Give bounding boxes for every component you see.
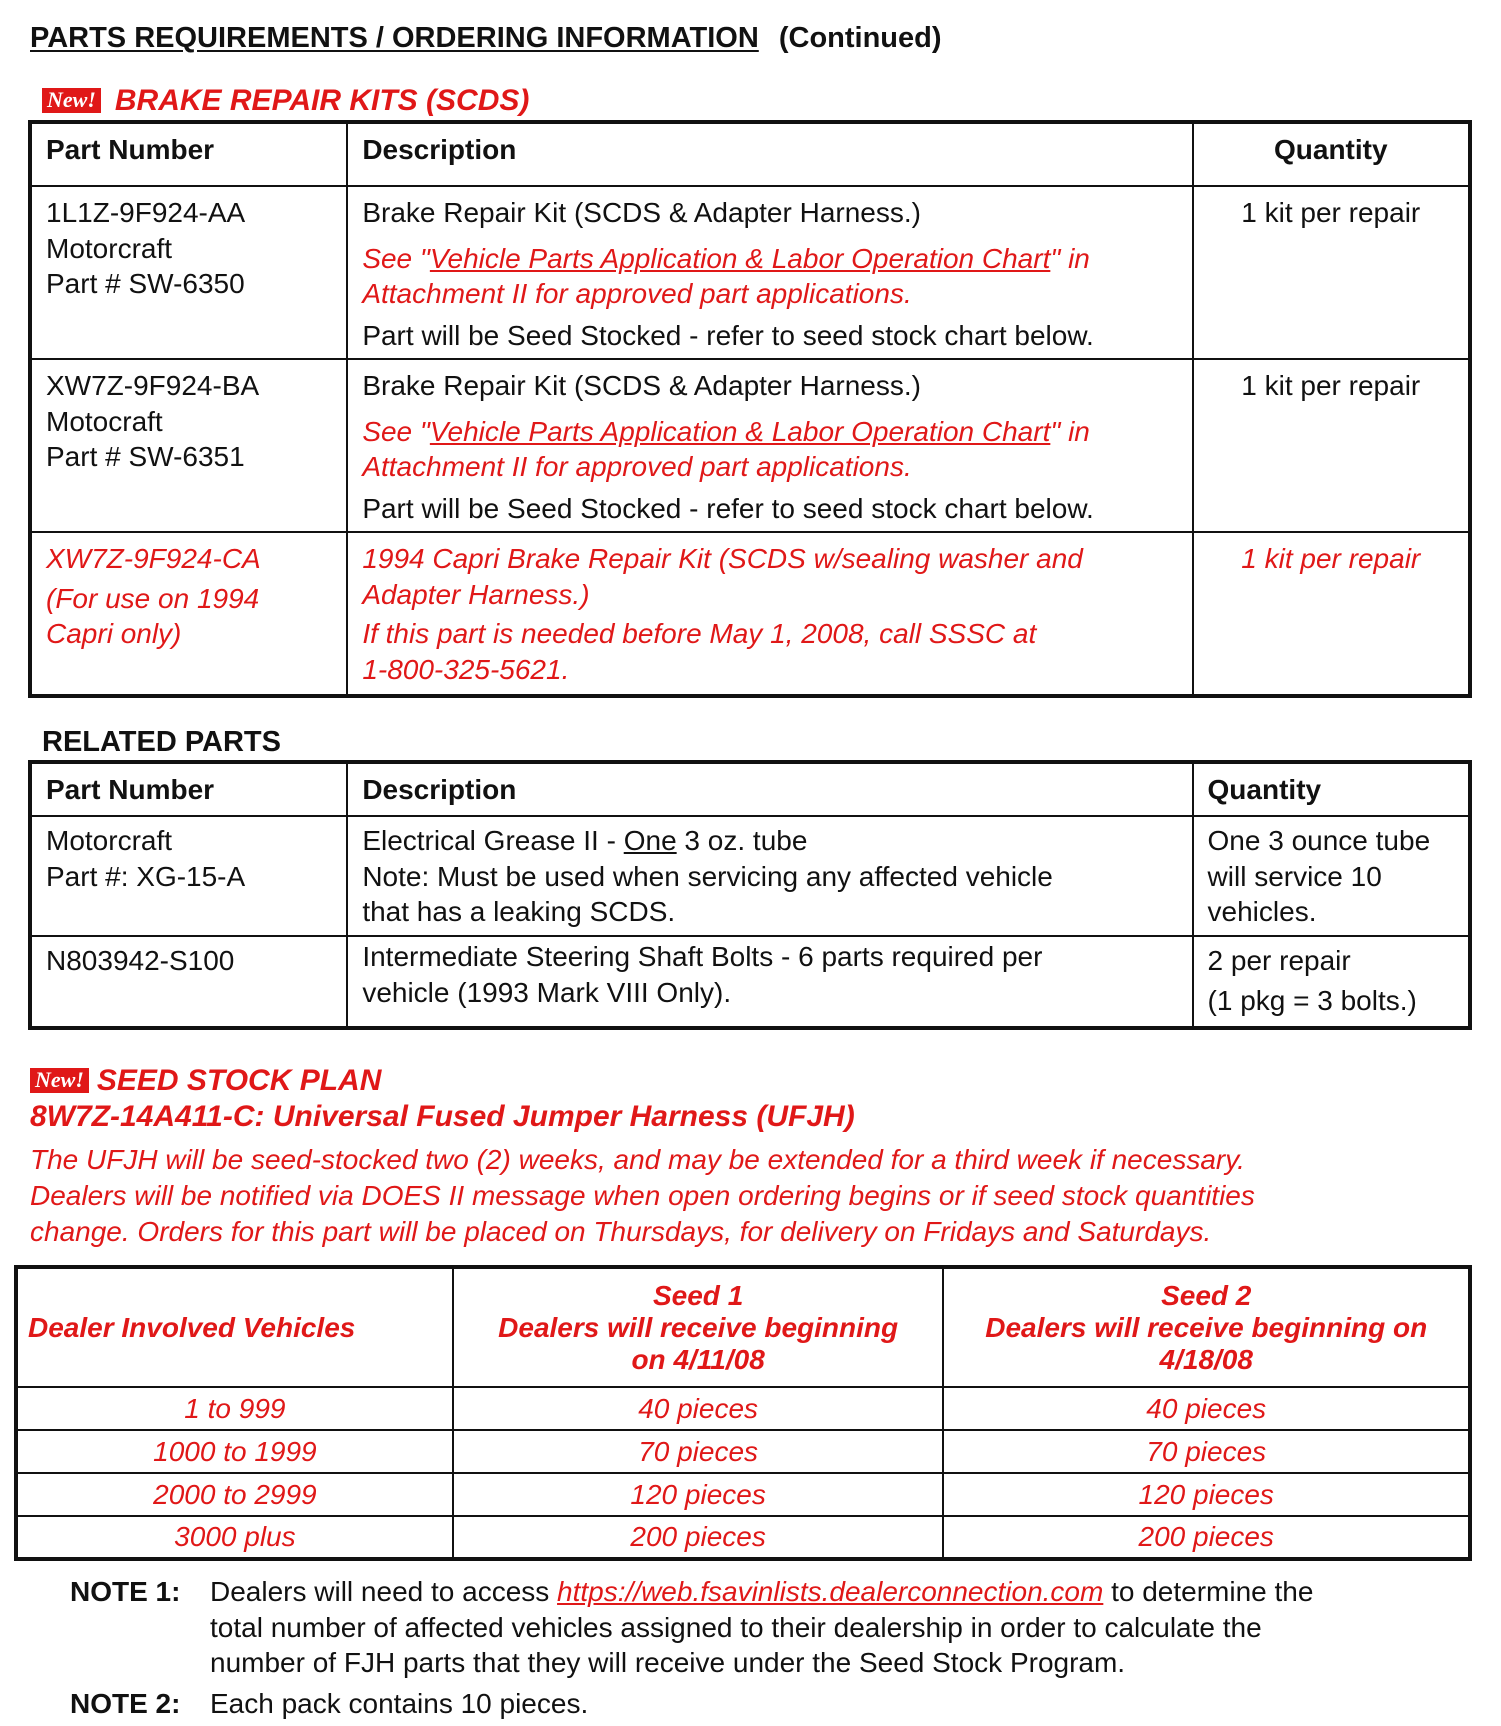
- description-line: Note: Must be used when servicing any affected vehicle: [362, 860, 1053, 892]
- col-header-seed-1: Seed 1 Dealers will receive beginning on 4/11/08: [453, 1267, 944, 1387]
- seed-stock-paragraph: [30, 1142, 1255, 1250]
- seed-2-cell: 40 pieces: [943, 1387, 1470, 1430]
- seed-1-cell: 200 pieces: [453, 1516, 944, 1559]
- dealerconnection-link[interactable]: https://web.fsavinlists.dealerconnection.com: [557, 1576, 1104, 1607]
- description-text: Brake Repair Kit (SCDS & Adapter Harness.): [362, 197, 921, 228]
- see-suffix: " in: [1050, 242, 1090, 274]
- brake-kits-title: [42, 84, 529, 118]
- part-line: Part #: XG-15-A: [46, 860, 246, 892]
- seed-1-cell: 40 pieces: [453, 1387, 944, 1430]
- part-line: Part # SW-6351: [46, 441, 245, 473]
- new-badge: New!: [42, 88, 101, 113]
- part-number-cell: [30, 816, 347, 936]
- col-header-quantity: Quantity: [1193, 762, 1470, 816]
- vehicle-range-cell: 2000 to 2999: [16, 1473, 453, 1516]
- desc-pre: Electrical Grease II -: [362, 825, 624, 856]
- note-label: NOTE 2:: [70, 1688, 181, 1719]
- table-header-row: [30, 762, 1470, 816]
- table-row: [30, 936, 1470, 1028]
- col-header-part-number: Part Number: [30, 122, 347, 186]
- call-line: 1-800-325-5621.: [362, 653, 570, 685]
- quantity-line: One 3 ounce tube: [1207, 825, 1431, 856]
- seed-2-cell: 120 pieces: [943, 1473, 1470, 1516]
- see-suffix: " in: [1050, 415, 1090, 447]
- table-row: [16, 1387, 1470, 1430]
- description-line: that has a leaking SCDS.: [362, 896, 676, 928]
- page-title: [30, 22, 942, 55]
- col-header-quantity: Quantity: [1193, 122, 1470, 186]
- part-number-cell: [30, 186, 347, 359]
- paragraph-line: Dealers will be notified via DOES II message when open ordering begins or if seed stock quantities: [30, 1180, 1255, 1211]
- description-cell: [347, 359, 1192, 532]
- description-line: vehicle (1993 Mark VIII Only).: [362, 976, 732, 1008]
- col-header-description: Description: [347, 122, 1192, 186]
- table-row: [16, 1430, 1470, 1473]
- description-line: [362, 823, 1177, 859]
- part-line: (For use on 1994: [46, 582, 260, 614]
- quantity-line: 2 per repair: [1207, 945, 1351, 976]
- part-number-cell: [30, 936, 347, 1028]
- note-line: number of FJH parts that they will receive under the Seed Stock Program.: [210, 1647, 1126, 1679]
- note-1: [70, 1574, 1470, 1694]
- seed-2-cell: 70 pieces: [943, 1430, 1470, 1473]
- description-cell: [347, 816, 1192, 936]
- quantity-cell: 1 kit per repair: [1193, 532, 1470, 696]
- part-line: Capri only): [46, 618, 182, 650]
- table-row: [30, 186, 1470, 359]
- part-line: XW7Z-9F924-BA: [46, 370, 260, 401]
- seed-stock-title: [30, 1064, 381, 1098]
- quantity-line: vehicles.: [1207, 896, 1317, 928]
- table-row: [30, 532, 1470, 696]
- note-line: total number of affected vehicles assigned to their dealership in order to calculate the: [210, 1611, 1262, 1643]
- part-line: Motocraft: [46, 405, 163, 437]
- page-title-text: PARTS REQUIREMENTS / ORDERING INFORMATION: [30, 22, 759, 54]
- desc-emphasis: One: [623, 825, 677, 856]
- seed-stock-subtitle: 8W7Z-14A411-C: Universal Fused Jumper Harness (UFJH): [30, 1100, 855, 1133]
- description-line: Intermediate Steering Shaft Bolts - 6 parts required per: [362, 941, 1043, 972]
- part-line: XW7Z-9F924-CA: [46, 543, 261, 574]
- chart-link[interactable]: Vehicle Parts Application & Labor Operation Chart: [429, 415, 1051, 447]
- part-line: Motorcraft: [46, 232, 173, 264]
- note-line: Dealers will need to access https://web.fsavinlists.dealerconnection.com to determine the: [210, 1576, 1314, 1607]
- col-header-description: Description: [347, 762, 1192, 816]
- seed-1-cell: 120 pieces: [453, 1473, 944, 1516]
- see-chart-line-2: Attachment II for approved part applications.: [362, 451, 912, 483]
- part-line: Motorcraft: [46, 825, 173, 856]
- stock-note: Part will be Seed Stocked - refer to seed stock chart below.: [362, 492, 1094, 524]
- seed-2-cell: 200 pieces: [943, 1516, 1470, 1559]
- seed-1-cell: 70 pieces: [453, 1430, 944, 1473]
- quantity-line: will service 10: [1207, 860, 1382, 892]
- vehicle-range-cell: 3000 plus: [16, 1516, 453, 1559]
- vehicle-range-cell: 1000 to 1999: [16, 1430, 453, 1473]
- page-title-suffix: (Continued): [778, 22, 942, 54]
- table-row: [30, 359, 1470, 532]
- note-body: [210, 1574, 1313, 1681]
- chart-link[interactable]: Vehicle Parts Application & Labor Operation Chart: [429, 242, 1051, 274]
- see-chart-line-2: Attachment II for approved part applications.: [362, 278, 912, 310]
- part-line: Part # SW-6350: [46, 268, 245, 300]
- col-header-dealer-vehicles: Dealer Involved Vehicles: [16, 1267, 453, 1387]
- call-line: If this part is needed before May 1, 2008, call SSSC at: [362, 618, 1037, 650]
- table-row: [16, 1473, 1470, 1516]
- vehicle-range-cell: 1 to 999: [16, 1387, 453, 1430]
- description-cell: [347, 186, 1192, 359]
- quantity-line: (1 pkg = 3 bolts.): [1207, 984, 1417, 1016]
- part-line: N803942-S100: [46, 945, 235, 976]
- desc-post: 3 oz. tube: [676, 825, 808, 856]
- note-body: Each pack contains 10 pieces.: [210, 1688, 589, 1719]
- quantity-cell: 1 kit per repair: [1193, 359, 1470, 532]
- new-badge: New!: [30, 1068, 89, 1093]
- table-header-row: [16, 1267, 1470, 1387]
- description-line: Adapter Harness.): [362, 578, 590, 610]
- quantity-cell: [1193, 816, 1470, 936]
- note-label: NOTE 1:: [70, 1576, 181, 1607]
- quantity-cell: [1193, 936, 1470, 1028]
- seed-stock-table: [14, 1265, 1472, 1561]
- stock-note: Part will be Seed Stocked - refer to seed stock chart below.: [362, 319, 1094, 351]
- col-header-part-number: Part Number: [30, 762, 347, 816]
- see-chart-line: [362, 241, 1177, 277]
- description-cell: [347, 936, 1192, 1028]
- description-line: 1994 Capri Brake Repair Kit (SCDS w/sealing washer and: [362, 543, 1083, 574]
- quantity-cell: 1 kit per repair: [1193, 186, 1470, 359]
- related-parts-table: [28, 760, 1472, 1030]
- part-number-cell: [30, 359, 347, 532]
- note-2: [70, 1686, 1470, 1722]
- brake-kits-title-text: BRAKE REPAIR KITS (SCDS): [114, 84, 530, 117]
- description-text: Brake Repair Kit (SCDS & Adapter Harness.): [362, 370, 921, 401]
- see-chart-line: [362, 414, 1177, 450]
- seed-stock-title-text: SEED STOCK PLAN: [96, 1064, 382, 1097]
- brake-kits-table: [28, 120, 1472, 698]
- table-row: [30, 816, 1470, 936]
- see-prefix: See ": [362, 242, 430, 274]
- col-header-seed-2: Seed 2 Dealers will receive beginning on 4/18/08: [943, 1267, 1470, 1387]
- table-row: [16, 1516, 1470, 1559]
- table-header-row: [30, 122, 1470, 186]
- paragraph-line: change. Orders for this part will be placed on Thursdays, for delivery on Fridays and Saturdays.: [30, 1216, 1212, 1247]
- part-number-cell: [30, 532, 347, 696]
- description-cell: [347, 532, 1192, 696]
- part-line: 1L1Z-9F924-AA: [46, 197, 246, 228]
- related-parts-title: RELATED PARTS: [42, 726, 281, 758]
- paragraph-line: The UFJH will be seed-stocked two (2) weeks, and may be extended for a third week if necessary.: [30, 1144, 1245, 1175]
- see-prefix: See ": [362, 415, 430, 447]
